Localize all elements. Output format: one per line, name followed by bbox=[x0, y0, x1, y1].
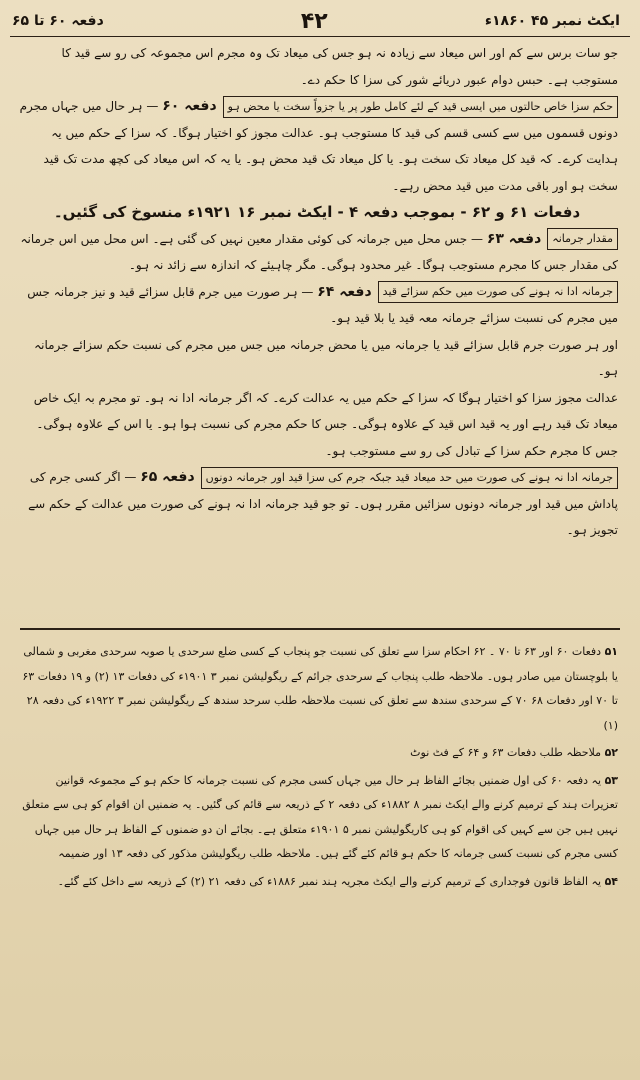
footnote-number: ۵۱ bbox=[604, 645, 618, 658]
section-60-marginal-note: حکم سزا خاص حالتوں میں ایسی قید کے لئے کامل طور پر یا جزواً سخت یا محض ہو bbox=[223, 96, 618, 118]
section-65-label: دفعہ ۶۵ bbox=[140, 469, 195, 485]
section-63: مقدار جرمانہدفعہ ۶۳ — جس محل میں جرمانہ کی کوئی مقدار معین نہیں کی گئی ہے۔ اس محل میں اس جرمانہ کی مقدار جس کا مجرم مستوجب ہوگا۔ غیر محدود ہوگی۔ مگر چاہیئے کہ اندازہ سے زائد نہ ہو۔ bbox=[16, 226, 618, 279]
sections-61-62-heading: دفعات ۶۱ و ۶۲ - بموجب دفعہ ۴ - ایکٹ نمبر ۱۶ ۱۹۲۱ء منسوخ کی گئیں۔ bbox=[53, 203, 581, 221]
page-number: ۴۲ bbox=[300, 8, 328, 34]
section-65-marginal-note: جرمانہ ادا نہ ہونے کی صورت میں حد میعاد قید جبکہ جرم کی سزا قید اور جرمانہ دونوں bbox=[201, 467, 618, 489]
footnote-divider bbox=[20, 628, 620, 630]
section-60-label: دفعہ ۶۰ bbox=[162, 98, 217, 114]
section-63-text: جس محل میں جرمانہ کی کوئی مقدار معین نہیں کی گئی ہے۔ اس محل میں اس جرمانہ کی مقدار جس کا مجرم مستوجب ہوگا۔ غیر محدود ہوگی۔ مگر چاہیئے کہ اندازہ سے زائد نہ ہو۔ bbox=[20, 231, 618, 272]
section-63-marginal-note: مقدار جرمانہ bbox=[547, 228, 618, 250]
header-divider bbox=[10, 36, 630, 37]
footnote-text: دفعات ۶۰ اور ۶۳ تا ۷۰ ۔ ۶۲ احکام سزا سے تعلق کی نسبت جو پنجاب کے کسی ضلع سرحدی یا صوبہ سرحدی مغربی و شمالی یا بلوچستان میں صادر ہوں۔ ملاحظہ طلب پنجاب کے سرحدی جرائم کے ریگولیشن نمبر ۳ ۱۹۰۱ء کی دفعات ۱۳ (۲) و ۱۹ دفعات ۶۳ تا ۷۰ اور دفعات ۶۸ ۷۰ کے سرحدی سندھ سے تعلق کی نسبت ملاحظہ طلب سرحد سندھ کے ریگولیشن نمبر ۳ ۱۹۲۲ء کی دفعہ ۲۸ (۱) bbox=[22, 645, 618, 732]
footnote-number: ۵۴ bbox=[604, 874, 618, 888]
footnote-text: یہ دفعہ ۶۰ کی اول ضمنیں بجائے الفاظ ہر حال میں جہاں کسی مجرم کی نسبت جرمانہ کا حکم ہو کے مجموعہ قوانین تعزیرات ہند کے ترمیم کرنے والے ایکٹ نمبر ۸ ۱۸۸۲ء کی دفعہ ۲ کے ذریعہ سے قائم کی گئیں۔ یہ ضمنیں ان اقوام کو ہی سے متعلق نہیں ہیں جن سے کہیں کی اقوام کو ہی کاریگولیشن نمبر ۵ ۱۹۰۱ء متعلق ہے۔ بجائے ان دو ضمنوں کے الفاظ ہر حال میں جہاں کسی مجرم کی نسبت کسی جرمانہ کا حکم ہو قائم کئے گئے ہیں۔ ملاحظہ طلب ریگولیشن مذکور کی دفعہ ۱۳ اور ضمیمہ bbox=[22, 773, 618, 860]
footnotes bbox=[16, 640, 618, 1072]
footnote-number: ۵۲ bbox=[604, 746, 618, 759]
section-64-label: دفعہ ۶۴ bbox=[317, 283, 372, 300]
footnote bbox=[16, 741, 618, 766]
footnote-text: یہ الفاظ قانون فوجداری کے ترمیم کرنے والے ایکٹ مجریہ ہند نمبر ۱۸۸۶ء کی دفعہ ۲۱ (۲) کے ذریعہ سے داخل کئے گئے۔ bbox=[57, 874, 602, 888]
paragraph: عدالت مجوز سزا کو اختیار ہوگا کہ سزا کے حکم میں یہ عدالت کرے۔ کہ اگر جرمانہ ادا نہ ہو۔ تو مجرم بہ ایک خاص میعاد تک قید رہے اور یہ قید اس قید کے علاوہ ہوگی۔ جس کا حکم مجرم کی نسبت ہوا ہو۔ یا اس کے علاوہ ہوگی۔ جس کا مجرم حکم سزا کے تبادل کی رو سے مستوجب ہو۔ bbox=[33, 390, 618, 458]
section-60-text: ہر حال میں جہاں مجرم دونوں قسموں میں سے کسی قسم کی قید کا مستوجب ہو۔ عدالت مجوز کو اختیار ہوگا۔ کہ سزا کے حکم میں یہ ہدایت کرے۔ کہ قید کل میعاد تک سخت ہو۔ یا کل میعاد تک قید محض ہو۔ یا یہ کہ اس میعاد کی کچھ مدت تک قید سخت ہو اور باقی مدت میں قید محض رہے۔ bbox=[19, 99, 618, 193]
section-65: جرمانہ ادا نہ ہونے کی صورت میں حد میعاد قید جبکہ جرم کی سزا قید اور جرمانہ دونوںدفعہ ۶۵ — اگر کسی جرم کی پاداش میں قید اور جرمانہ دونوں سزائیں مقرر ہوں۔ تو جو قید جرمانہ ادا نہ ہونے کی صورت میں عدالت کے حکم سے تجویز ہو۔ bbox=[16, 464, 618, 544]
footnote bbox=[16, 870, 618, 895]
header-section-range: دفعہ ۶۰ تا ۶۵ bbox=[12, 13, 104, 29]
paragraph: اور ہر صورت جرم قابل سزائے قید یا جرمانہ میں یا محض جرمانہ میں جس میں مجرم کی نسبت حکم سزائے جرمانہ ہو۔ bbox=[34, 337, 618, 378]
header-act-title: ایکٹ نمبر ۴۵ ۱۸۶۰ء bbox=[484, 13, 620, 29]
section-63-label: دفعہ ۶۳ bbox=[486, 230, 542, 247]
footnote-text: ملاحظہ طلب دفعات ۶۳ و ۶۴ کے فٹ نوٹ bbox=[410, 746, 602, 759]
section-65-text: اگر کسی جرم کی پاداش میں قید اور جرمانہ دونوں سزائیں مقرر ہوں۔ تو جو قید جرمانہ ادا نہ ہونے کی صورت میں عدالت کے حکم سے تجویز ہو۔ bbox=[28, 470, 618, 537]
footnote bbox=[16, 769, 618, 867]
footnote-number: ۵۳ bbox=[604, 773, 618, 787]
page-header bbox=[12, 6, 620, 36]
section-64: جرمانہ ادا نہ ہونے کی صورت میں حکم سزائے قیددفعہ ۶۴ — ہر صورت میں جرم قابل سزائے قید و نیز جرمانہ جس میں مجرم کی نسبت سزائے جرمانہ معہ قید یا بلا قید ہو۔ bbox=[16, 279, 618, 332]
paragraph: جو سات برس سے کم اور اس میعاد سے زیادہ نہ ہو جس کی میعاد تک وہ مجرم اس مجموعہ کی رو سے قید کا مستوجب ہے۔ حبس دوام عبور دریائے شور کی سزا کا حکم دے۔ bbox=[61, 46, 618, 87]
section-64-marginal-note: جرمانہ ادا نہ ہونے کی صورت میں حکم سزائے قید bbox=[378, 281, 618, 303]
section-60: حکم سزا خاص حالتوں میں ایسی قید کے لئے کامل طور پر یا جزواً سخت یا محض ہودفعہ ۶۰ — ہر حال میں جہاں مجرم دونوں قسموں میں سے کسی قسم کی قید کا مستوجب ہو۔ عدالت مجوز کو اختیار ہوگا۔ کہ سزا کے حکم میں یہ ہدایت کرے۔ کہ قید کل میعاد تک سخت ہو۔ یا کل میعاد تک قید محض ہو۔ یا یہ کہ اس میعاد کی کچھ مدت تک قید سخت ہو اور باقی مدت میں قید محض رہے۔ bbox=[16, 93, 618, 199]
section-64-text: ہر صورت میں جرم قابل سزائے قید و نیز جرمانہ جس میں مجرم کی نسبت سزائے جرمانہ معہ قید یا بلا قید ہو۔ bbox=[27, 284, 618, 325]
main-text bbox=[16, 40, 618, 620]
footnote bbox=[16, 640, 618, 738]
